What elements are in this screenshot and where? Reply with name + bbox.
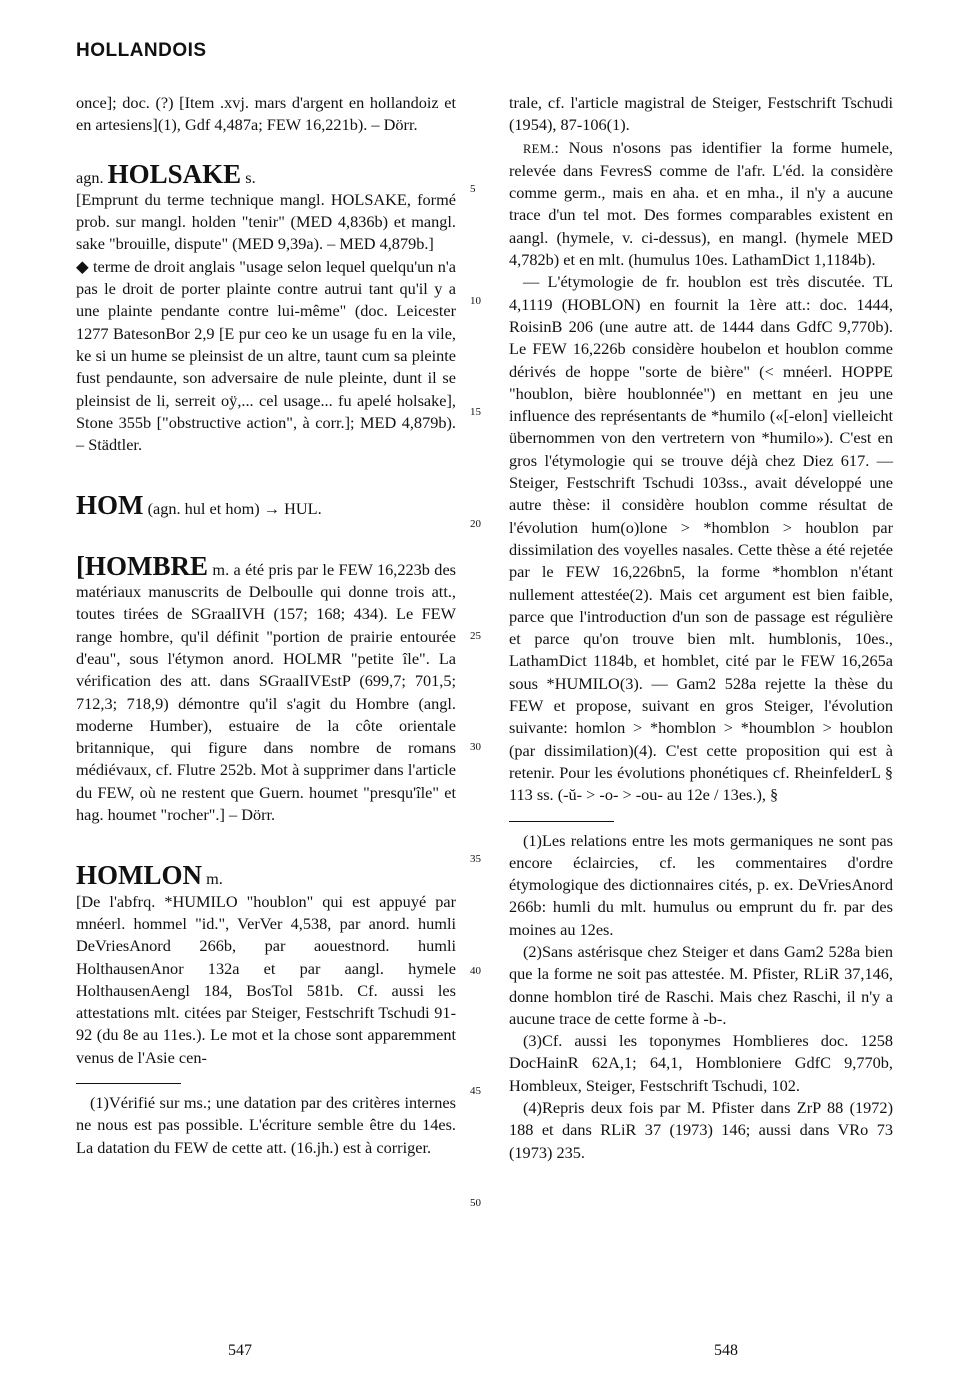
remark: [509, 137, 893, 272]
entry-hom-headword: [76, 490, 456, 520]
rem-text: : Nous n'osons pas identifier la forme humele, relevée dans FevresS comme de l'afr. L'éd. la considère comme germ., mais en aha. et en mha., il n'y a aucune trace d'un tel mot. Des formes comparables existent en aangl. (hymele, v. ci-dessus), en mangl. (hymele MED 4,782b) et en mlt. (humulus 10es. LathamDict 1,1184b).: [509, 137, 893, 270]
line-number: 20: [470, 518, 481, 530]
right-footnote-3: (3)Cf. aussi les toponymes Homblieres doc. 1258 DocHainR 62A,1; 64,1, Hombloniere GdfC 9,770b, Hombleux, Steiger, Festschrift Tschudi, 102.: [509, 1031, 893, 1095]
right-footnotes: [509, 830, 893, 1164]
left-column: [76, 92, 456, 1159]
holsake-pos: agn.: [76, 167, 104, 187]
page-number-right: 548: [714, 1342, 738, 1359]
entry-hombre: [76, 551, 456, 827]
running-header: HOLLANDOIS: [76, 40, 207, 61]
homlon-etymology: [De l'abfrq. *HUMILO "houblon" qui est appuyé par mnéerl. hommel "id.", VerVer 4,538, par anord. humli DeVriesAnord 266b, par aouestnord. humli HolthausenAnor 132a et par aangl. hymele HolthausenAengl 184, BosTol 581b. Cf. aussi les attestations mlt. citées par Steiger, Festschrift Tschudi 91-92 (du 8e au 11es.). Le mot et la chose sont apparemment venus de l'Asie cen-: [76, 891, 456, 1067]
rem-label: REM.: [523, 141, 555, 156]
homlon-gender: m.: [206, 869, 223, 889]
left-footnote-1: (1)Vérifié sur ms.; une datation par des critères internes ne nous est pas possible. L'écriture semble être du 14es. La datation du FEW de cette att. (16.jh.) est à corriger.: [76, 1092, 456, 1157]
entry-holsake-headword: [76, 159, 456, 189]
line-number: 35: [470, 853, 481, 865]
hom-crossref: (agn. hul et hom) → HUL.: [147, 499, 322, 519]
hom-lemma: HOM: [76, 490, 144, 521]
right-footnote-1: (1)Les relations entre les mots germaniques ne sont pas encore éclaircies, cf. les commentaires d'ordre étymologique des dictionnaires cités, p. ex. DeVriesAnord 266b: humli du mlt. humulus ou emprunt du fr. par des moines au 12es.: [509, 830, 893, 939]
holsake-etymology: [Emprunt du terme technique mangl. HOLSAKE, formé prob. sur mangl. holden "tenir" (MED 4,836b) et mangl. sake "brouille, dispute" (MED 9,39a). – MED 4,879b.]: [76, 189, 456, 254]
right-continuation: trale, cf. l'article magistral de Steiger, Festschrift Tschudi (1954), 87-106(1).: [509, 93, 893, 135]
holsake-definition: [76, 256, 456, 457]
footnote-rule: [76, 1083, 181, 1084]
line-number: 45: [470, 1085, 481, 1097]
hombre-lemma: HOMBRE: [85, 550, 209, 581]
line-number: 5: [470, 183, 476, 195]
entry-homlon-headword: [76, 860, 456, 890]
holsake-definition-text: terme de droit anglais "usage selon lequel quelqu'un n'a pas le droit de porter plainte contre autrui tant qu'il y a une plainte pendante contre lui-même" (doc. Leicester 1277 BatesonBor 2,9 [E pur ceo ke un usage fu en la vile, ke si un hume se pleinsist de un altre, taunt cum sa pleinte fust pendaunte, son adversaire de nule pleinte, dunt il se pleinsist de li, serreit oÿ,... cel usage... fu apelé holsake], Stone 355b ["obstructive action", à corr.]; MED 4,879b). – Städtler.: [76, 256, 456, 455]
line-number: 15: [470, 406, 481, 418]
line-number: 10: [470, 295, 481, 307]
homlon-lemma: HOMLON: [76, 860, 202, 891]
holsake-lemma: HOLSAKE: [107, 158, 242, 189]
etymology-discussion: — L'étymologie de fr. houblon est très discutée. TL 4,1119 (HOBLON) en fournit la 1ère att.: doc. 1444, RoisinB 206 (une autre att. de 1444 dans GdfC 9,770b). Le FEW 16,226b considère houbelon et houblon comme dérivés de hoppe "sorte de bière" (< mnéerl. HOPPE "houblon, bière houblonnée") en mettant en jeu une influence des représentants de *humilo («[-elon] vielleicht übernommen von den vertretern von *humilo»). C'est en gros l'étymologie qui se trouve déjà chez Diez 617. — Steiger, Festschrift Tschudi 103ss., avait développé une autre thèse: il considère houblon comme résultat de l'évolution hum(o)lone > *homblon > houblon par dissimilation des voyelles nasales. Cette thèse a été rejetée par le FEW 16,226bn5, la forme *homblon n'étant nullement attestée(2). Mais cet argument est bien faible, parce que l'introduction d'un son de passage est régulière et parce qu'on trouve bien mlt. humblonis, 10es., LathamDict 1184b, et homblet, cité par le FEW 16,265a sous *HUMILO(3). — Gam2 528a rejette la thèse du FEW et propose, suivant en gros Steiger, l'évolution suivante: homlon > *homblon > *houmblon > houblon (par dissimilation)(4). C'est cette proposition qui est à retenir. Pour les évolutions phonétiques cf. RheinfelderL § 113 ss. (-ŭ- > -o- > -ou- au 12e / 13es.), §: [509, 272, 893, 805]
page-number-left: 547: [228, 1342, 252, 1359]
left-footnotes: [76, 1092, 456, 1159]
right-footnote-4: (4)Repris deux fois par M. Pfister dans ZrP 88 (1972) 188 et dans RLiR 37 (1973) 146; aussi dans VRo 73 (1973) 235.: [509, 1098, 893, 1162]
line-number: 50: [470, 1197, 481, 1209]
hombre-bracket: [: [76, 550, 85, 581]
line-number: 40: [470, 965, 481, 977]
diamond-bullet-icon: ◆: [76, 256, 89, 276]
holsake-gender: s.: [245, 167, 256, 187]
line-number: 25: [470, 630, 481, 642]
intro-text: once]; doc. (?) [Item .xvj. mars d'argent en hollandoiz et en artesiens](1), Gdf 4,487a; FEW 16,221b). – Dörr.: [76, 93, 456, 135]
hombre-text: m. a été pris par le FEW 16,223b des matériaux manuscrits de Delboulle qui donne trois att., toutes tirées de SGraalIVH (157; 168; 434). Le FEW range hombre, qu'il définit "portion de prairie entourée d'eau", sous l'étymon anord. HOLMR "petite île". La vérification des att. dans SGraalIVEstP (699,7; 701,5; 712,3; 718,9) démontre qu'il s'agit du Hombre (angl. moderne Humber), estuaire de la côte orientale britannique, qui figure dans nombre de romans médiévaux, cf. Flutre 252b. Mot à supprimer dans l'article du FEW, où ne restent que Guern. houmet "presqu'île" et hag. houmet "rocher".] – Dörr.: [76, 559, 457, 825]
footnote-rule: [509, 821, 614, 822]
line-number: 30: [470, 741, 481, 753]
right-footnote-2: (2)Sans astérisque chez Steiger et dans Gam2 528a bien que la forme ne soit pas attestée. M. Pfister, RLiR 37,146, donne homblon tiré de Raschi. Mais chez Raschi, il n'y a aucune trace de cette forme à -b-.: [509, 941, 893, 1028]
right-column: [509, 92, 893, 1164]
